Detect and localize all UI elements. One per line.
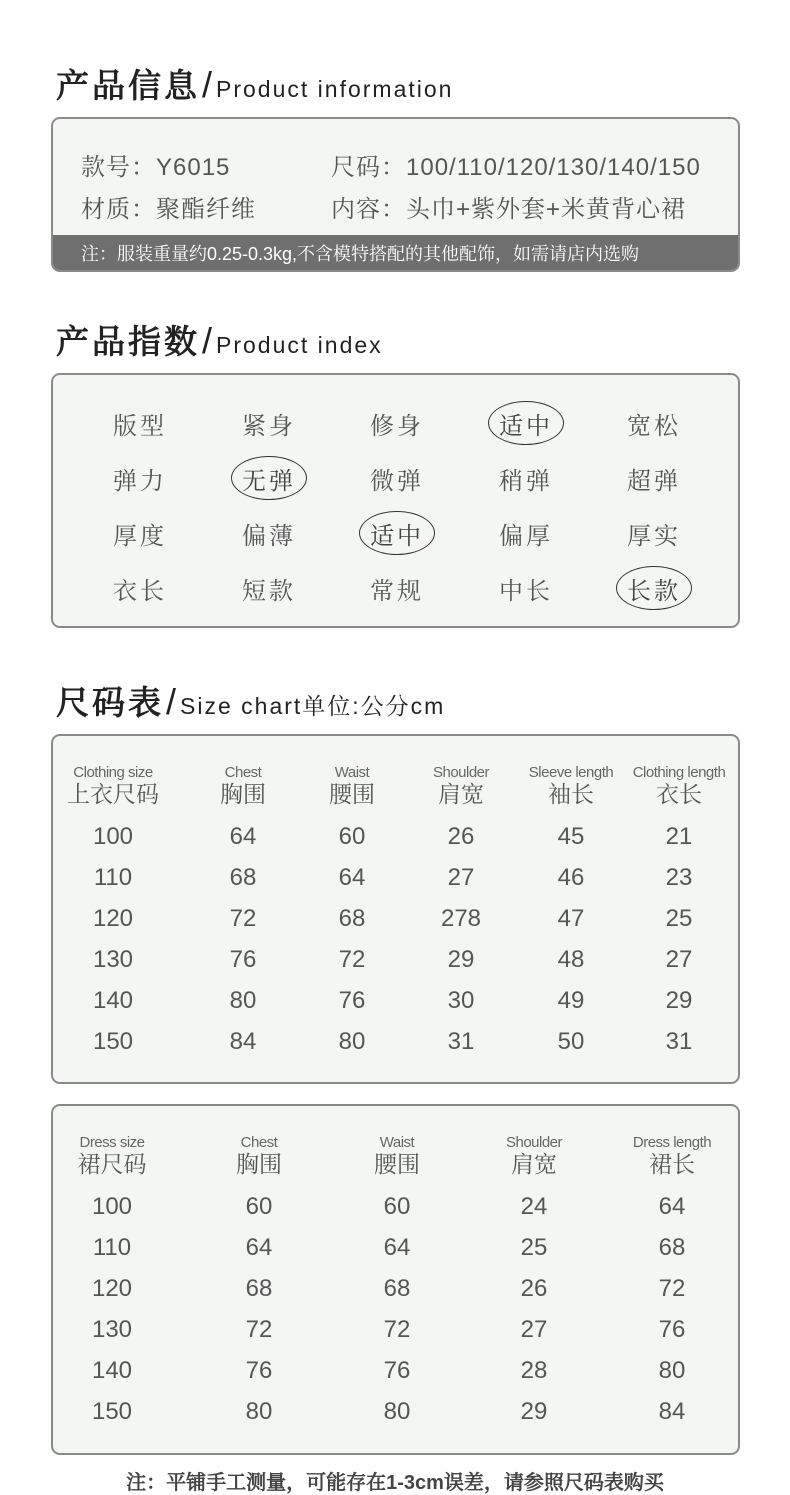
column-header-en: Dress size <box>79 1134 145 1151</box>
table-cell: 150 <box>91 1398 133 1425</box>
table-cell: 130 <box>91 1316 133 1343</box>
column-header <box>506 1134 562 1177</box>
product-index-title-zh: 产品指数 <box>56 323 200 360</box>
table-cell: 29 <box>665 987 693 1014</box>
index-option-selected: 适中 <box>488 401 564 445</box>
index-row-label: 衣长 <box>113 577 167 605</box>
title-slash: / <box>202 64 213 105</box>
column-header <box>633 1134 711 1177</box>
table-cell: 80 <box>383 1398 411 1425</box>
index-option: 常规 <box>370 577 424 605</box>
size-chart-title-en: Size chart单位:公分cm <box>180 693 446 719</box>
table-cell: 68 <box>338 905 366 932</box>
table-cell: 29 <box>447 946 475 973</box>
index-option: 短款 <box>242 577 296 605</box>
column-header-zh: 袖长 <box>548 781 594 807</box>
column-header-zh: 肩宽 <box>437 781 484 807</box>
table-cell: 68 <box>658 1234 686 1261</box>
index-option: 紧身 <box>242 412 296 440</box>
index-option: 宽松 <box>627 412 681 440</box>
product-index-box <box>51 373 740 628</box>
product-index-title <box>56 316 383 363</box>
table-cell: 23 <box>665 864 693 891</box>
title-slash: / <box>202 320 213 361</box>
table-cell: 72 <box>245 1316 273 1343</box>
weight-note: 注：服装重量约0.25-0.3kg,不含模特搭配的其他配饰，如需请店内选购 <box>53 235 738 270</box>
table-cell: 110 <box>92 1234 132 1261</box>
column-header-zh: 胸围 <box>220 781 266 807</box>
column-header-zh: 腰围 <box>374 1151 420 1177</box>
table-cell: 72 <box>338 946 366 973</box>
index-option: 微弹 <box>370 467 424 495</box>
table-cell: 76 <box>229 946 257 973</box>
size-chart-title-zh: 尺码表 <box>56 684 164 721</box>
column-header-zh: 胸围 <box>236 1151 282 1177</box>
column-header-zh: 裙长 <box>649 1151 695 1177</box>
table-cell: 278 <box>440 905 482 932</box>
table-cell: 28 <box>520 1357 548 1384</box>
table-cell: 68 <box>245 1275 273 1302</box>
table-cell: 130 <box>92 946 134 973</box>
column-header-en: Dress length <box>632 1134 712 1151</box>
table-cell: 64 <box>383 1234 411 1261</box>
table-cell: 84 <box>658 1398 686 1425</box>
top-size-table <box>51 734 740 1084</box>
table-cell: 80 <box>229 987 257 1014</box>
column-header-zh: 裙尺码 <box>77 1151 147 1177</box>
index-option-selected: 长款 <box>616 566 692 610</box>
table-cell: 31 <box>447 1028 475 1055</box>
column-header <box>220 764 266 807</box>
table-cell: 76 <box>658 1316 686 1343</box>
column-header-zh: 肩宽 <box>510 1151 557 1177</box>
table-cell: 45 <box>557 823 585 850</box>
table-cell: 76 <box>245 1357 273 1384</box>
table-cell: 120 <box>91 1275 133 1302</box>
table-cell: 80 <box>338 1028 366 1055</box>
column-header-en: Shoulder <box>505 1134 563 1151</box>
column-header-zh: 上衣尺码 <box>67 781 159 807</box>
package-contents: 内容：头巾+紫外套+米黄背心裙 <box>331 196 687 223</box>
product-index-title-en: Product index <box>216 332 383 358</box>
product-info-box <box>51 117 740 272</box>
table-cell: 26 <box>447 823 475 850</box>
table-cell: 48 <box>557 946 585 973</box>
column-header <box>236 1134 282 1177</box>
table-cell: 140 <box>91 1357 133 1384</box>
table-cell: 68 <box>229 864 257 891</box>
table-cell: 76 <box>338 987 366 1014</box>
size-range: 尺码：100/110/120/130/140/150 <box>331 154 701 181</box>
table-cell: 47 <box>557 905 585 932</box>
column-header-en: Clothing length <box>632 764 726 781</box>
style-number: 款号：Y6015 <box>81 154 231 181</box>
column-header-en: Shoulder <box>432 764 490 781</box>
table-cell: 64 <box>338 864 366 891</box>
table-cell: 60 <box>338 823 366 850</box>
index-option: 偏薄 <box>242 522 296 550</box>
title-slash: / <box>166 681 177 722</box>
table-cell: 80 <box>658 1357 686 1384</box>
table-cell: 64 <box>245 1234 273 1261</box>
index-option: 中长 <box>499 577 553 605</box>
table-cell: 21 <box>665 823 693 850</box>
index-row-label: 厚度 <box>113 522 167 550</box>
table-cell: 72 <box>658 1275 686 1302</box>
index-row-label: 版型 <box>113 412 167 440</box>
table-cell: 84 <box>229 1028 257 1055</box>
column-header <box>78 1134 147 1177</box>
table-cell: 140 <box>92 987 134 1014</box>
table-cell: 30 <box>447 987 475 1014</box>
table-cell: 27 <box>447 864 475 891</box>
table-cell: 76 <box>383 1357 411 1384</box>
table-cell: 31 <box>665 1028 693 1055</box>
table-cell: 100 <box>91 1193 133 1220</box>
index-option: 修身 <box>370 412 424 440</box>
table-cell: 27 <box>520 1316 548 1343</box>
table-cell: 27 <box>665 946 693 973</box>
column-header <box>67 764 159 807</box>
index-row-label: 弹力 <box>113 467 167 495</box>
column-header-en: Chest <box>240 1134 278 1151</box>
column-header-en: Clothing size <box>73 764 153 781</box>
table-cell: 26 <box>520 1275 548 1302</box>
index-option-selected: 无弹 <box>231 456 307 500</box>
column-header-zh: 腰围 <box>329 781 375 807</box>
index-option-selected: 适中 <box>359 511 435 555</box>
table-cell: 120 <box>92 905 134 932</box>
table-cell: 64 <box>658 1193 686 1220</box>
table-cell: 80 <box>245 1398 273 1425</box>
table-cell: 150 <box>92 1028 134 1055</box>
dress-size-table <box>51 1104 740 1455</box>
product-info-title <box>56 60 453 107</box>
index-option: 厚实 <box>627 522 681 550</box>
column-header-en: Waist <box>334 764 370 781</box>
column-header-en: Chest <box>224 764 262 781</box>
column-header-en: Sleeve length <box>528 764 614 781</box>
measurement-note: 注：平铺手工测量，可能存在1-3cm误差，请参照尺码表购买 <box>126 1472 664 1494</box>
column-header <box>529 764 613 807</box>
index-option: 稍弹 <box>499 467 553 495</box>
column-header <box>633 764 726 807</box>
table-cell: 24 <box>520 1193 548 1220</box>
table-cell: 50 <box>557 1028 585 1055</box>
table-cell: 46 <box>557 864 585 891</box>
product-info-title-zh: 产品信息 <box>56 67 200 104</box>
column-header <box>374 1134 420 1177</box>
index-option: 偏厚 <box>499 522 553 550</box>
table-cell: 72 <box>383 1316 411 1343</box>
size-chart-title <box>56 677 445 724</box>
column-header <box>329 764 375 807</box>
table-cell: 60 <box>245 1193 273 1220</box>
column-header-zh: 衣长 <box>655 781 702 807</box>
column-header-en: Waist <box>379 1134 415 1151</box>
column-header <box>433 764 489 807</box>
table-cell: 72 <box>229 905 257 932</box>
table-cell: 100 <box>92 823 134 850</box>
table-cell: 68 <box>383 1275 411 1302</box>
table-cell: 64 <box>229 823 257 850</box>
index-option: 超弹 <box>627 467 681 495</box>
table-cell: 110 <box>93 864 133 891</box>
table-cell: 25 <box>665 905 693 932</box>
table-cell: 29 <box>520 1398 548 1425</box>
material: 材质：聚酯纤维 <box>81 196 256 223</box>
table-cell: 60 <box>383 1193 411 1220</box>
table-cell: 25 <box>520 1234 548 1261</box>
table-cell: 49 <box>557 987 585 1014</box>
product-info-title-en: Product information <box>216 76 454 102</box>
